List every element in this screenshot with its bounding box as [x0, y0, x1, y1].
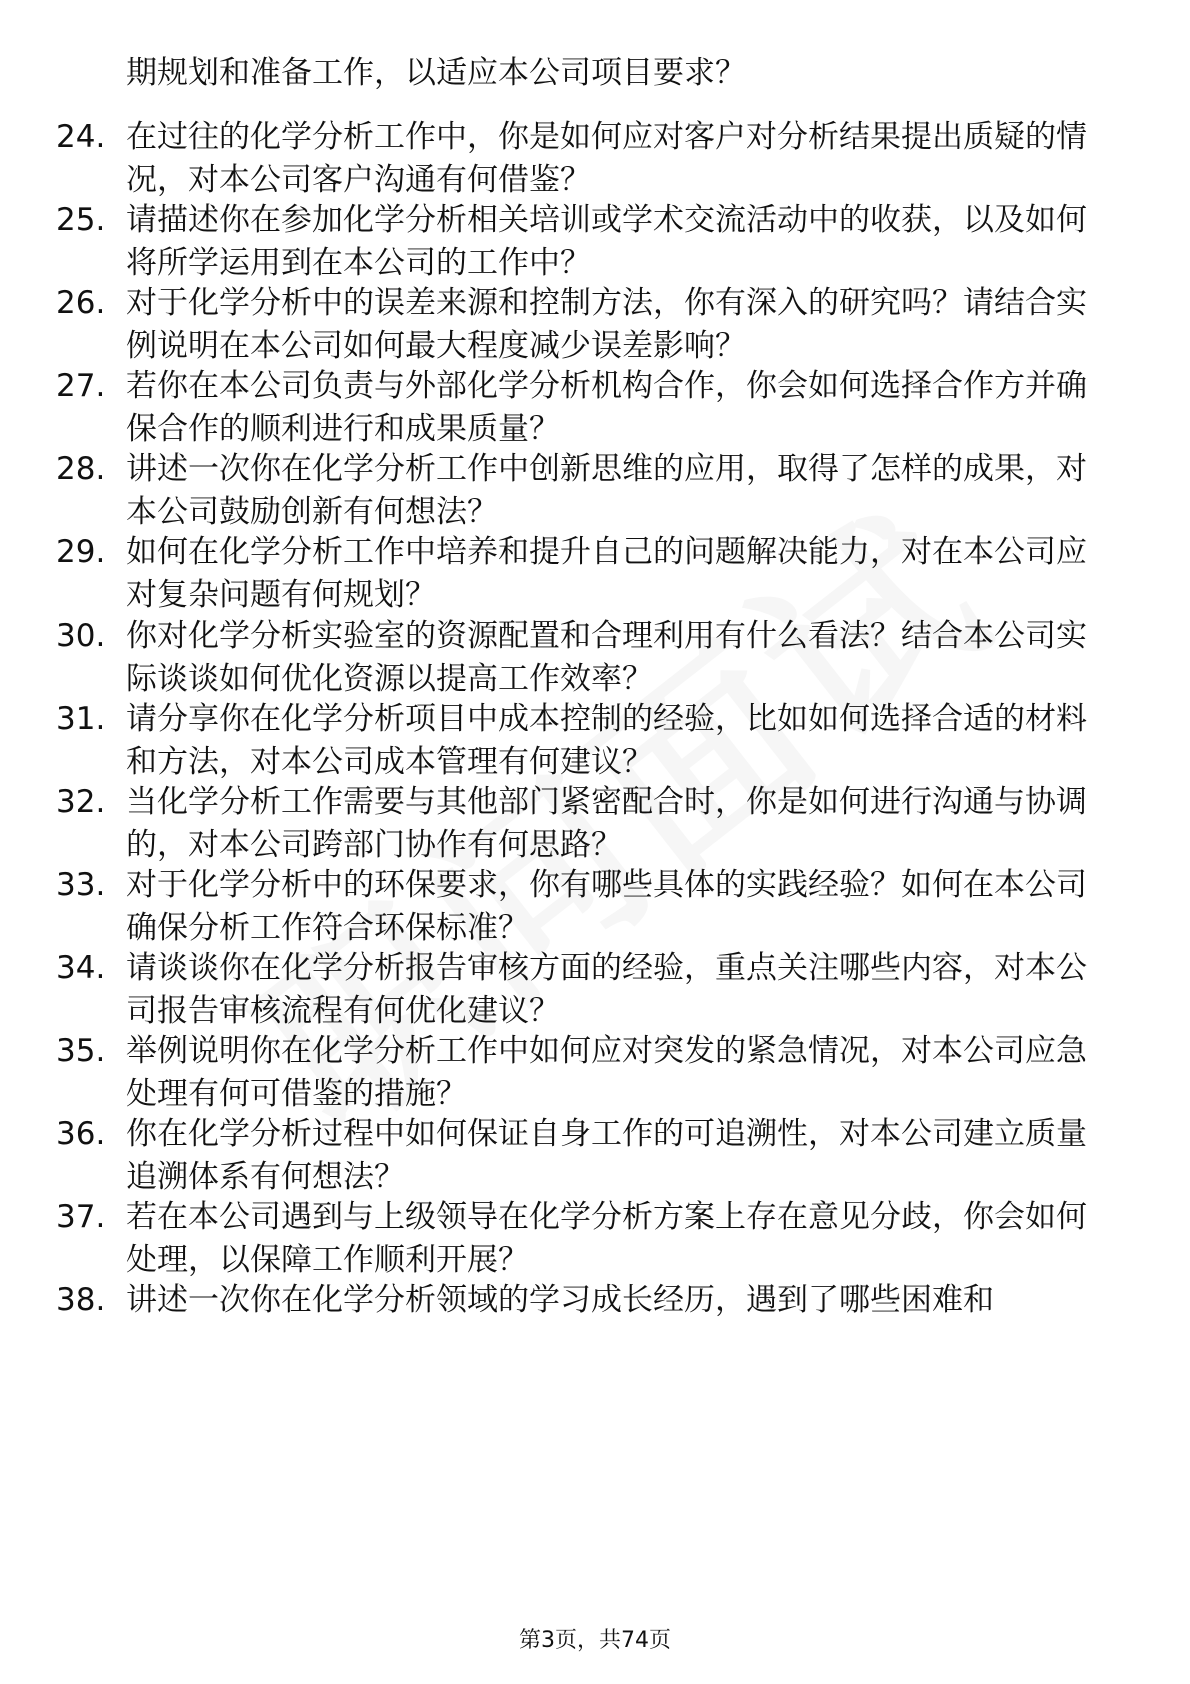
question-text: 举例说明你在化学分析工作中如何应对突发的紧急情况，对本公司应急处理有何可借鉴的措施？ — [126, 1033, 1087, 1113]
page-indicator: 第3页，共74页 — [519, 1628, 671, 1653]
question-text: 讲述一次你在化学分析领域的学习成长经历，遇到了哪些困难和 — [126, 1282, 994, 1319]
question-text: 如何在化学分析工作中培养和提升自己的问题解决能力，对在本公司应对复杂问题有何规划？ — [126, 534, 1087, 614]
question-text: 你在化学分析过程中如何保证自身工作的可追溯性，对本公司建立质量追溯体系有何想法？ — [126, 1116, 1087, 1196]
question-number: 25. — [56, 202, 106, 239]
list-item — [0, 199, 1190, 282]
list-item — [0, 448, 1190, 531]
question-number: 38. — [56, 1282, 106, 1319]
question-text: 在过往的化学分析工作中，你是如何应对客户对分析结果提出质疑的情况，对本公司客户沟通有何借鉴？ — [126, 119, 1087, 198]
list-item — [0, 615, 1190, 697]
list-item — [0, 1113, 1190, 1196]
question-number: 35. — [56, 1033, 106, 1070]
question-number: 30. — [56, 617, 106, 654]
question-number: 33. — [56, 866, 106, 903]
question-text: 若在本公司遇到与上级领导在化学分析方案上存在意见分歧，你会如何处理，以保障工作顺利开展？ — [126, 1199, 1087, 1279]
question-number: 28. — [56, 451, 106, 488]
list-item — [0, 698, 1190, 780]
question-number: 27. — [56, 368, 106, 405]
list-item — [0, 781, 1190, 863]
question-text: 请谈谈你在化学分析报告审核方面的经验，重点关注哪些内容，对本公司报告审核流程有何优化建议？ — [126, 949, 1087, 1029]
question-number: 36. — [56, 1116, 106, 1153]
question-text: 请描述你在参加化学分析相关培训或学术交流活动中的收获，以及如何将所学运用到在本公司的工作中？ — [126, 202, 1087, 282]
question-text: 当化学分析工作需要与其他部门紧密配合时，你是如何进行沟通与协调的，对本公司跨部门协作有何思路？ — [126, 783, 1087, 863]
question-text: 对于化学分析中的环保要求，你有哪些具体的实践经验？如何在本公司确保分析工作符合环保标准？ — [126, 866, 1087, 946]
question-number: 24. — [56, 119, 106, 155]
question-number: 26. — [56, 285, 106, 322]
list-item — [0, 1196, 1190, 1279]
question-text: 对于化学分析中的误差来源和控制方法，你有深入的研究吗？请结合实例说明在本公司如何最大程度减少误差影响？ — [126, 285, 1087, 365]
list-item — [0, 282, 1190, 365]
continuation-text: 期规划和准备工作，以适应本公司项目要求？ — [126, 55, 746, 91]
question-text: 请分享你在化学分析项目中成本控制的经验，比如如何选择合适的材料和方法，对本公司成本管理有何建议？ — [126, 700, 1087, 780]
question-number: 34. — [56, 949, 106, 986]
question-number: 31. — [56, 700, 106, 737]
question-text: 你对化学分析实验室的资源配置和合理利用有什么看法？结合本公司实际谈谈如何优化资源以提高工作效率？ — [126, 617, 1087, 697]
list-item — [0, 116, 1190, 198]
list-item — [0, 1030, 1190, 1113]
question-text: 若你在本公司负责与外部化学分析机构合作，你会如何选择合作方并确保合作的顺利进行和成果质量？ — [126, 368, 1087, 448]
list-item — [0, 864, 1190, 946]
question-text: 讲述一次你在化学分析工作中创新思维的应用，取得了怎样的成果，对本公司鼓励创新有何想法？ — [126, 451, 1087, 531]
question-list — [0, 116, 1190, 1362]
question-number: 29. — [56, 534, 106, 571]
list-item — [0, 531, 1190, 614]
list-item — [0, 1279, 1190, 1358]
list-item — [0, 947, 1190, 1029]
question-number: 32. — [56, 783, 106, 820]
question-number: 37. — [56, 1199, 106, 1236]
list-item — [0, 365, 1190, 448]
